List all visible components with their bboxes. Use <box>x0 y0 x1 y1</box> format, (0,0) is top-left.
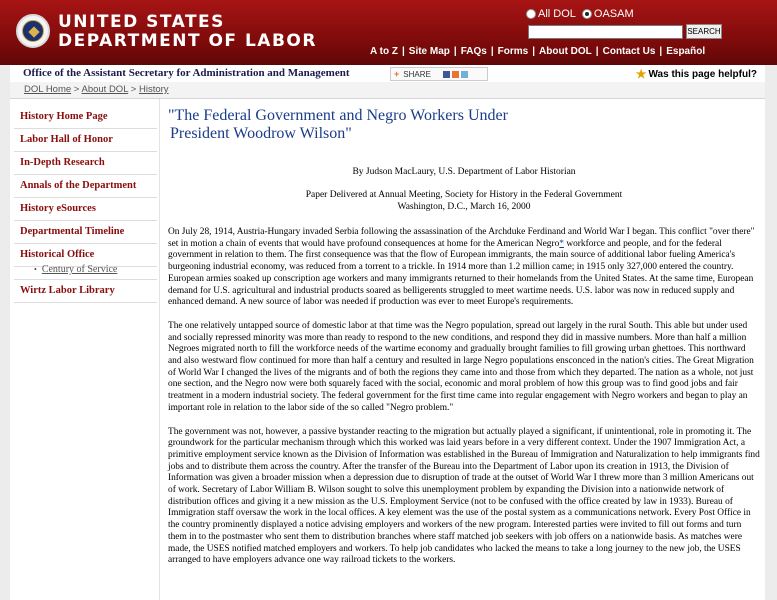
footnote-link[interactable]: * <box>559 238 564 249</box>
paragraph-1-text-b: workforce and people, and for the federal government in relation to them. The first consequence was that the flow of European immigrants, the main source of additional labor fueling America's burgeoning industrial economy, was reduced from a torrent to a trickle. In 1914 more than 1.2 million came; in 1915 only 327,000 entered the country. European armies soaked up conscription age workers and many immigrants returned to their homelands from the United States. At the same time, European demand for U.S. agricultural and industrial products soared as belligerents struggled to meet wartime needs. U.S. labor was now in reduced supply and enhanced demand. A new source of labor was needed if production was ever to meet Europe's requirements. <box>168 238 754 308</box>
nav-forms[interactable]: Forms <box>497 46 529 57</box>
nav-separator: | <box>453 46 457 57</box>
sidebar <box>14 106 157 303</box>
share-button[interactable] <box>390 67 488 81</box>
article-author: By Judson MacLaury, U.S. Department of Labor Historian <box>352 167 576 177</box>
nav-site-map[interactable]: Site Map <box>408 46 450 57</box>
nav-contact-us[interactable]: Contact Us <box>602 46 656 57</box>
search-scope <box>526 8 640 20</box>
nav-separator: | <box>659 46 663 57</box>
article-paragraph-3: The government was not, however, a passive bystander reacting to the migration but actually played a significant, if unintentional, role in promoting it. The groundwork for the particular mechanism through which this worked was laid years before in a very different context. Under the 1907 Immigration Act, a primitive employment service known as the Division of Information was established in the Bureau of Immigration and Naturalization to help immigrants find jobs and to distribute them across the country. After the transfer of the Bureau into the Department of Labor upon its creation in 1913, the Division of Information was given a broader mission when a depression due to disruption of trade at the outset of World War I threw more than 3 million Americans out of work. Secretary of Labor William B. Wilson sought to solve this unemployment problem by expanding the Division into a nationwide network of distribution offices and giving it a new mission as the U.S. Employment Service (not to be confused with the office created by law in 1933). Bureau of Immigration staff oversaw the work in the local offices. A key element was the use of the postal system as a communications network. Every Post Office in the country prominently displayed a notice advising employers and workers of the new program. Interested parties were invited to fill out forms and turn them in to the postmaster who sent them to distribution branches where staff matched job seekers with job offers on a nationwide basis. As matches were made, the USES notified matched employers and workers. To help job candidates who lacked the means to take a long journey to the new job, the USES arranged to have employers advance one way railroad tickets to the workers. <box>168 426 760 566</box>
sidebar-divider <box>159 99 160 600</box>
nav-faqs[interactable]: FAQs <box>460 46 487 57</box>
article-paragraph-1 <box>168 227 760 309</box>
share-label: SHARE <box>403 69 431 79</box>
article-paragraph-2: The one relatively untapped source of domestic labor at that time was the Negro population, spread out largely in the rural South. This able but under used and socially repressed minority was more than ready to respond to the new conditions, and respond they did in massive numbers. More than half a million Negroes migrated north to fill the workforce needs of the wartime economy and gradually brought families to fill growing urban ghettoes. This northward and also westward flow continued for more than half a century and resulted in large Negro populations ensconced in the nation's cities. The Great Migration of World War I changed the lives of the migrants and of both the regions they came into and those from which they departed. The nation as a whole, not just one section, and the Negro now were both squarely faced with the social, economic and moral problem of how this group was to find good jobs and fair treatment in a modern industrial society. The federal government for the first time came into regular engagement with Negro workers and began to play an important role in relation to the labor side of the so called "Negro problem." <box>168 320 754 413</box>
sidebar-item-departmental-timeline[interactable]: Departmental Timeline <box>14 221 157 244</box>
paragraph-1-text-a: On July 28, 1914, Austria-Hungary invaded Serbia following the assassination of the Archduke Ferdinand and World War I began. This conflict "over there" set in motion a chain of events that would have profound consequences at home for the American Negro <box>168 227 755 249</box>
breadcrumb-dol-home[interactable]: DOL Home <box>24 84 72 95</box>
radio-oasam[interactable] <box>582 9 592 19</box>
eagle-icon <box>28 26 39 37</box>
dol-seal-logo[interactable] <box>16 14 50 48</box>
nav-separator: | <box>490 46 494 57</box>
nav-espanol[interactable]: Español <box>666 46 706 57</box>
scope-all-dol[interactable] <box>526 8 576 20</box>
breadcrumb-bar <box>10 82 765 99</box>
nav-a-to-z[interactable]: A to Z <box>370 46 398 57</box>
sidebar-item-history-esources[interactable]: History eSources <box>14 198 157 221</box>
facebook-icon <box>443 71 450 78</box>
venue-line-1: Paper Delivered at Annual Meeting, Society for History in the Federal Government <box>305 190 623 200</box>
site-header <box>0 0 777 65</box>
top-nav <box>370 46 705 57</box>
page-title <box>168 107 760 143</box>
sidebar-item-wirtz-labor-library[interactable]: Wirtz Labor Library <box>14 280 157 303</box>
star-icon: ★ <box>635 67 647 81</box>
office-title[interactable]: Office of the Assistant Secretary for Administration and Management <box>23 67 350 79</box>
more-share-icon <box>461 71 468 78</box>
article <box>168 107 760 567</box>
page-title-line-1: "The Federal Government and Negro Workers Under <box>168 107 508 124</box>
nav-separator: | <box>401 46 405 57</box>
page-title-line-2: President Woodrow Wilson" <box>170 125 352 142</box>
content-area <box>10 99 765 600</box>
page-helpful-link[interactable] <box>636 67 757 81</box>
nav-separator: | <box>532 46 536 57</box>
sidebar-subitem-century-of-service[interactable] <box>14 263 157 280</box>
venue-line-2: Washington, D.C., March 16, 2000 <box>397 202 531 212</box>
search-input[interactable] <box>528 25 683 39</box>
brand-line-2[interactable]: DEPARTMENT OF LABOR <box>58 31 317 51</box>
nav-about-dol[interactable]: About DOL <box>539 46 592 57</box>
seal-inner-icon <box>22 20 44 42</box>
search-button[interactable]: SEARCH <box>686 24 722 39</box>
brand-line-1[interactable]: UNITED STATES <box>58 12 225 32</box>
sidebar-item-history-home[interactable]: History Home Page <box>14 106 157 129</box>
article-venue <box>168 189 760 213</box>
office-bar <box>10 65 765 83</box>
scope-oasam[interactable] <box>582 8 634 20</box>
page-helpful-label: Was this page helpful? <box>648 68 757 80</box>
scope-all-dol-label: All DOL <box>538 8 576 20</box>
breadcrumb: DOL Home > About DOL > History <box>24 84 169 95</box>
share-plus-icon: + <box>394 69 400 79</box>
sidebar-item-labor-hall-of-honor[interactable]: Labor Hall of Honor <box>14 129 157 152</box>
breadcrumb-about-dol[interactable]: About DOL <box>81 84 129 95</box>
scope-oasam-label: OASAM <box>593 8 634 20</box>
sidebar-subitem-label: Century of Service <box>41 264 118 275</box>
radio-all-dol[interactable] <box>526 9 536 19</box>
sidebar-item-historical-office[interactable]: Historical Office <box>14 244 157 267</box>
sidebar-item-annals[interactable]: Annals of the Department <box>14 175 157 198</box>
sidebar-item-in-depth-research[interactable]: In-Depth Research <box>14 152 157 175</box>
breadcrumb-history[interactable]: History <box>138 84 169 95</box>
bullet-icon: • <box>34 265 37 274</box>
nav-separator: | <box>595 46 599 57</box>
favorite-icon <box>452 71 459 78</box>
